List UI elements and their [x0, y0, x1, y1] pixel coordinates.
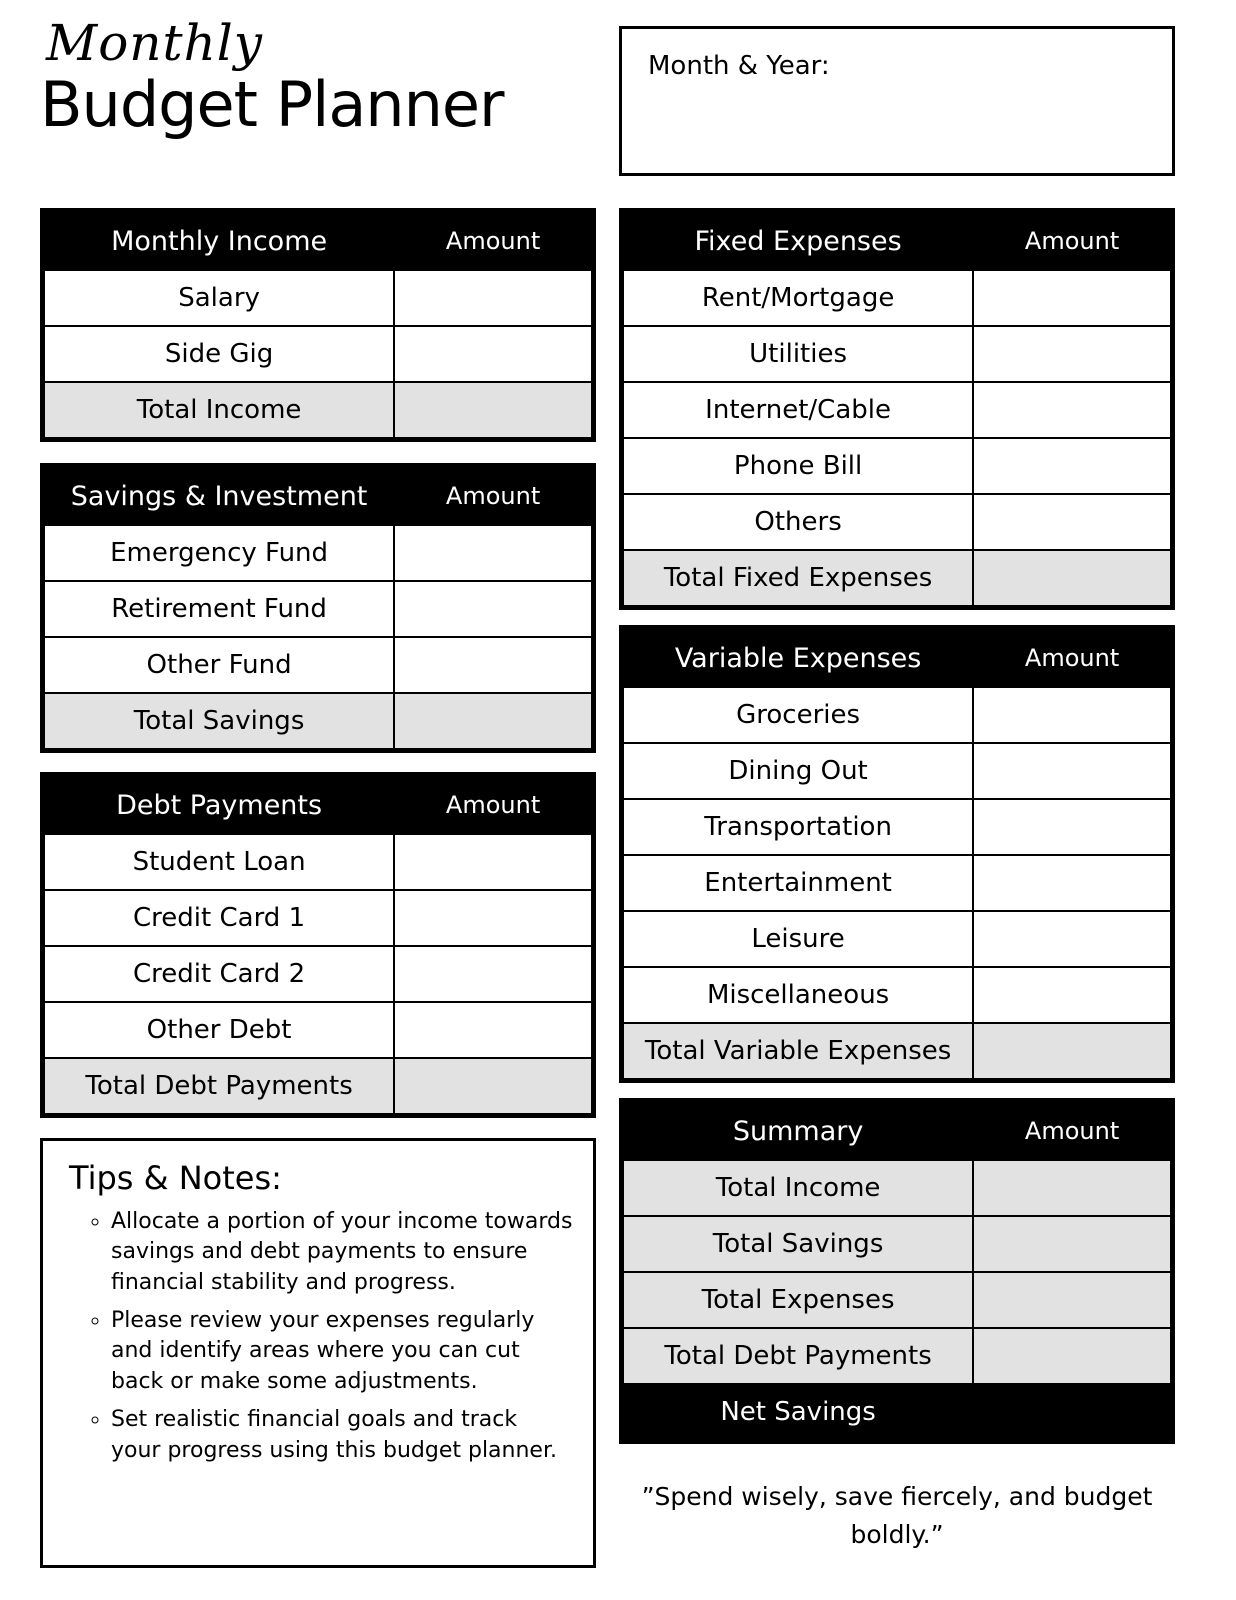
row-label: Total Expenses: [623, 1272, 973, 1328]
row-label: Total Savings: [623, 1216, 973, 1272]
table-row: [44, 1002, 592, 1058]
footer-quote: ”Spend wisely, save fiercely, and budget boldly.”: [641, 1482, 1153, 1549]
row-amount-field[interactable]: [973, 1023, 1171, 1079]
month-year-field[interactable]: [619, 26, 1175, 176]
row-label: Total Savings: [44, 693, 394, 749]
row-label: Total Income: [44, 382, 394, 438]
row-amount-field[interactable]: [973, 799, 1171, 855]
row-amount-field[interactable]: [973, 1216, 1171, 1272]
table-fixed-expenses: [619, 208, 1175, 610]
table-body: [623, 270, 1171, 606]
row-amount-field[interactable]: [973, 967, 1171, 1023]
table-row: [623, 1023, 1171, 1079]
row-label: Transportation: [623, 799, 973, 855]
row-label: Phone Bill: [623, 438, 973, 494]
row-amount-field[interactable]: [973, 743, 1171, 799]
row-label: Credit Card 2: [44, 946, 394, 1002]
row-amount-field[interactable]: [973, 1328, 1171, 1384]
row-amount-field[interactable]: [973, 911, 1171, 967]
table-row: [623, 687, 1171, 743]
row-label: Salary: [44, 270, 394, 326]
column-header-amount: Amount: [394, 212, 592, 270]
month-year-label: Month & Year:: [648, 51, 830, 81]
row-amount-field[interactable]: [973, 550, 1171, 606]
table-header-row: [623, 1102, 1171, 1160]
tips-list: [69, 1207, 573, 1466]
table-row: [44, 890, 592, 946]
row-amount-field[interactable]: [394, 382, 592, 438]
row-label: Total Variable Expenses: [623, 1023, 973, 1079]
table-row: [623, 1272, 1171, 1328]
column-header-amount: Amount: [394, 467, 592, 525]
table-header-row: [623, 212, 1171, 270]
column-header-label: Variable Expenses: [623, 629, 973, 687]
column-header-amount: Amount: [973, 1102, 1171, 1160]
row-label: Retirement Fund: [44, 581, 394, 637]
table-row: [623, 438, 1171, 494]
table-row: [623, 743, 1171, 799]
row-amount-field[interactable]: [394, 581, 592, 637]
table-row: [623, 1216, 1171, 1272]
table-row: [44, 693, 592, 749]
column-header-amount: Amount: [394, 776, 592, 834]
row-amount-field[interactable]: [973, 1384, 1171, 1440]
row-label: Credit Card 1: [44, 890, 394, 946]
row-amount-field[interactable]: [394, 270, 592, 326]
row-amount-field[interactable]: [394, 946, 592, 1002]
table-row: [44, 581, 592, 637]
row-label: Leisure: [623, 911, 973, 967]
row-label: Utilities: [623, 326, 973, 382]
row-amount-field[interactable]: [973, 270, 1171, 326]
table-row: [44, 326, 592, 382]
table-row: [623, 911, 1171, 967]
table-variable-expenses: [619, 625, 1175, 1083]
table-row: [44, 525, 592, 581]
page-title-script: Monthly: [46, 14, 264, 72]
table-row: [623, 855, 1171, 911]
row-label: Side Gig: [44, 326, 394, 382]
row-label: Groceries: [623, 687, 973, 743]
column-header-label: Monthly Income: [44, 212, 394, 270]
table-body: [623, 687, 1171, 1079]
row-label: Other Debt: [44, 1002, 394, 1058]
row-amount-field[interactable]: [973, 1272, 1171, 1328]
page-title: Budget Planner: [40, 68, 504, 141]
table-row: [623, 1160, 1171, 1216]
table-header-row: [44, 212, 592, 270]
row-label: Entertainment: [623, 855, 973, 911]
table-body: [44, 525, 592, 749]
table-row: [44, 834, 592, 890]
table-row: [44, 382, 592, 438]
table-row: [623, 382, 1171, 438]
row-label: Net Savings: [623, 1384, 973, 1440]
table-monthly-income: [40, 208, 596, 442]
row-label: Internet/Cable: [623, 382, 973, 438]
table-row: [623, 1328, 1171, 1384]
list-item: ◦ Allocate a portion of your income towards savings and debt payments to ensure financial stability and progress.: [111, 1207, 573, 1298]
row-label: Miscellaneous: [623, 967, 973, 1023]
row-amount-field[interactable]: [394, 525, 592, 581]
table-row: [623, 1384, 1171, 1440]
table-row: [623, 326, 1171, 382]
table-summary: [619, 1098, 1175, 1444]
list-item: ◦ Set realistic financial goals and track your progress using this budget planner.: [111, 1405, 573, 1466]
row-amount-field[interactable]: [394, 834, 592, 890]
row-amount-field[interactable]: [394, 693, 592, 749]
row-label: Total Income: [623, 1160, 973, 1216]
table-row: [623, 967, 1171, 1023]
column-header-amount: Amount: [973, 629, 1171, 687]
table-debt-payments: [40, 772, 596, 1118]
table-savings-investment: [40, 463, 596, 753]
row-label: Total Debt Payments: [44, 1058, 394, 1114]
table-header-row: [44, 467, 592, 525]
row-label: Rent/Mortgage: [623, 270, 973, 326]
table-body: [44, 834, 592, 1114]
table-row: [623, 550, 1171, 606]
row-amount-field[interactable]: [973, 687, 1171, 743]
column-header-label: Savings & Investment: [44, 467, 394, 525]
table-row: [623, 799, 1171, 855]
page-header: [40, 14, 600, 141]
row-label: Other Fund: [44, 637, 394, 693]
row-amount-field[interactable]: [973, 494, 1171, 550]
row-amount-field[interactable]: [394, 1058, 592, 1114]
table-row: [44, 637, 592, 693]
table-row: [44, 946, 592, 1002]
table-header-row: [623, 629, 1171, 687]
table-row: [623, 270, 1171, 326]
row-amount-field[interactable]: [973, 1160, 1171, 1216]
row-amount-field[interactable]: [973, 382, 1171, 438]
tips-and-notes-box: [40, 1138, 596, 1568]
row-label: Emergency Fund: [44, 525, 394, 581]
row-label: Total Fixed Expenses: [623, 550, 973, 606]
row-amount-field[interactable]: [973, 855, 1171, 911]
column-header-label: Fixed Expenses: [623, 212, 973, 270]
row-label: Dining Out: [623, 743, 973, 799]
table-row: [44, 270, 592, 326]
table-row: [623, 494, 1171, 550]
row-amount-field[interactable]: [394, 326, 592, 382]
column-header-amount: Amount: [973, 212, 1171, 270]
row-label: Student Loan: [44, 834, 394, 890]
table-body: [44, 270, 592, 438]
row-amount-field[interactable]: [394, 637, 592, 693]
table-row: [44, 1058, 592, 1114]
table-header-row: [44, 776, 592, 834]
row-amount-field[interactable]: [973, 438, 1171, 494]
row-label: Others: [623, 494, 973, 550]
row-amount-field[interactable]: [394, 890, 592, 946]
table-body: [623, 1160, 1171, 1440]
column-header-label: Summary: [623, 1102, 973, 1160]
row-amount-field[interactable]: [394, 1002, 592, 1058]
tips-title: Tips & Notes:: [69, 1159, 282, 1197]
column-header-label: Debt Payments: [44, 776, 394, 834]
row-label: Total Debt Payments: [623, 1328, 973, 1384]
row-amount-field[interactable]: [973, 326, 1171, 382]
list-item: ◦ Please review your expenses regularly and identify areas where you can cut back or make some adjustments.: [111, 1306, 573, 1397]
